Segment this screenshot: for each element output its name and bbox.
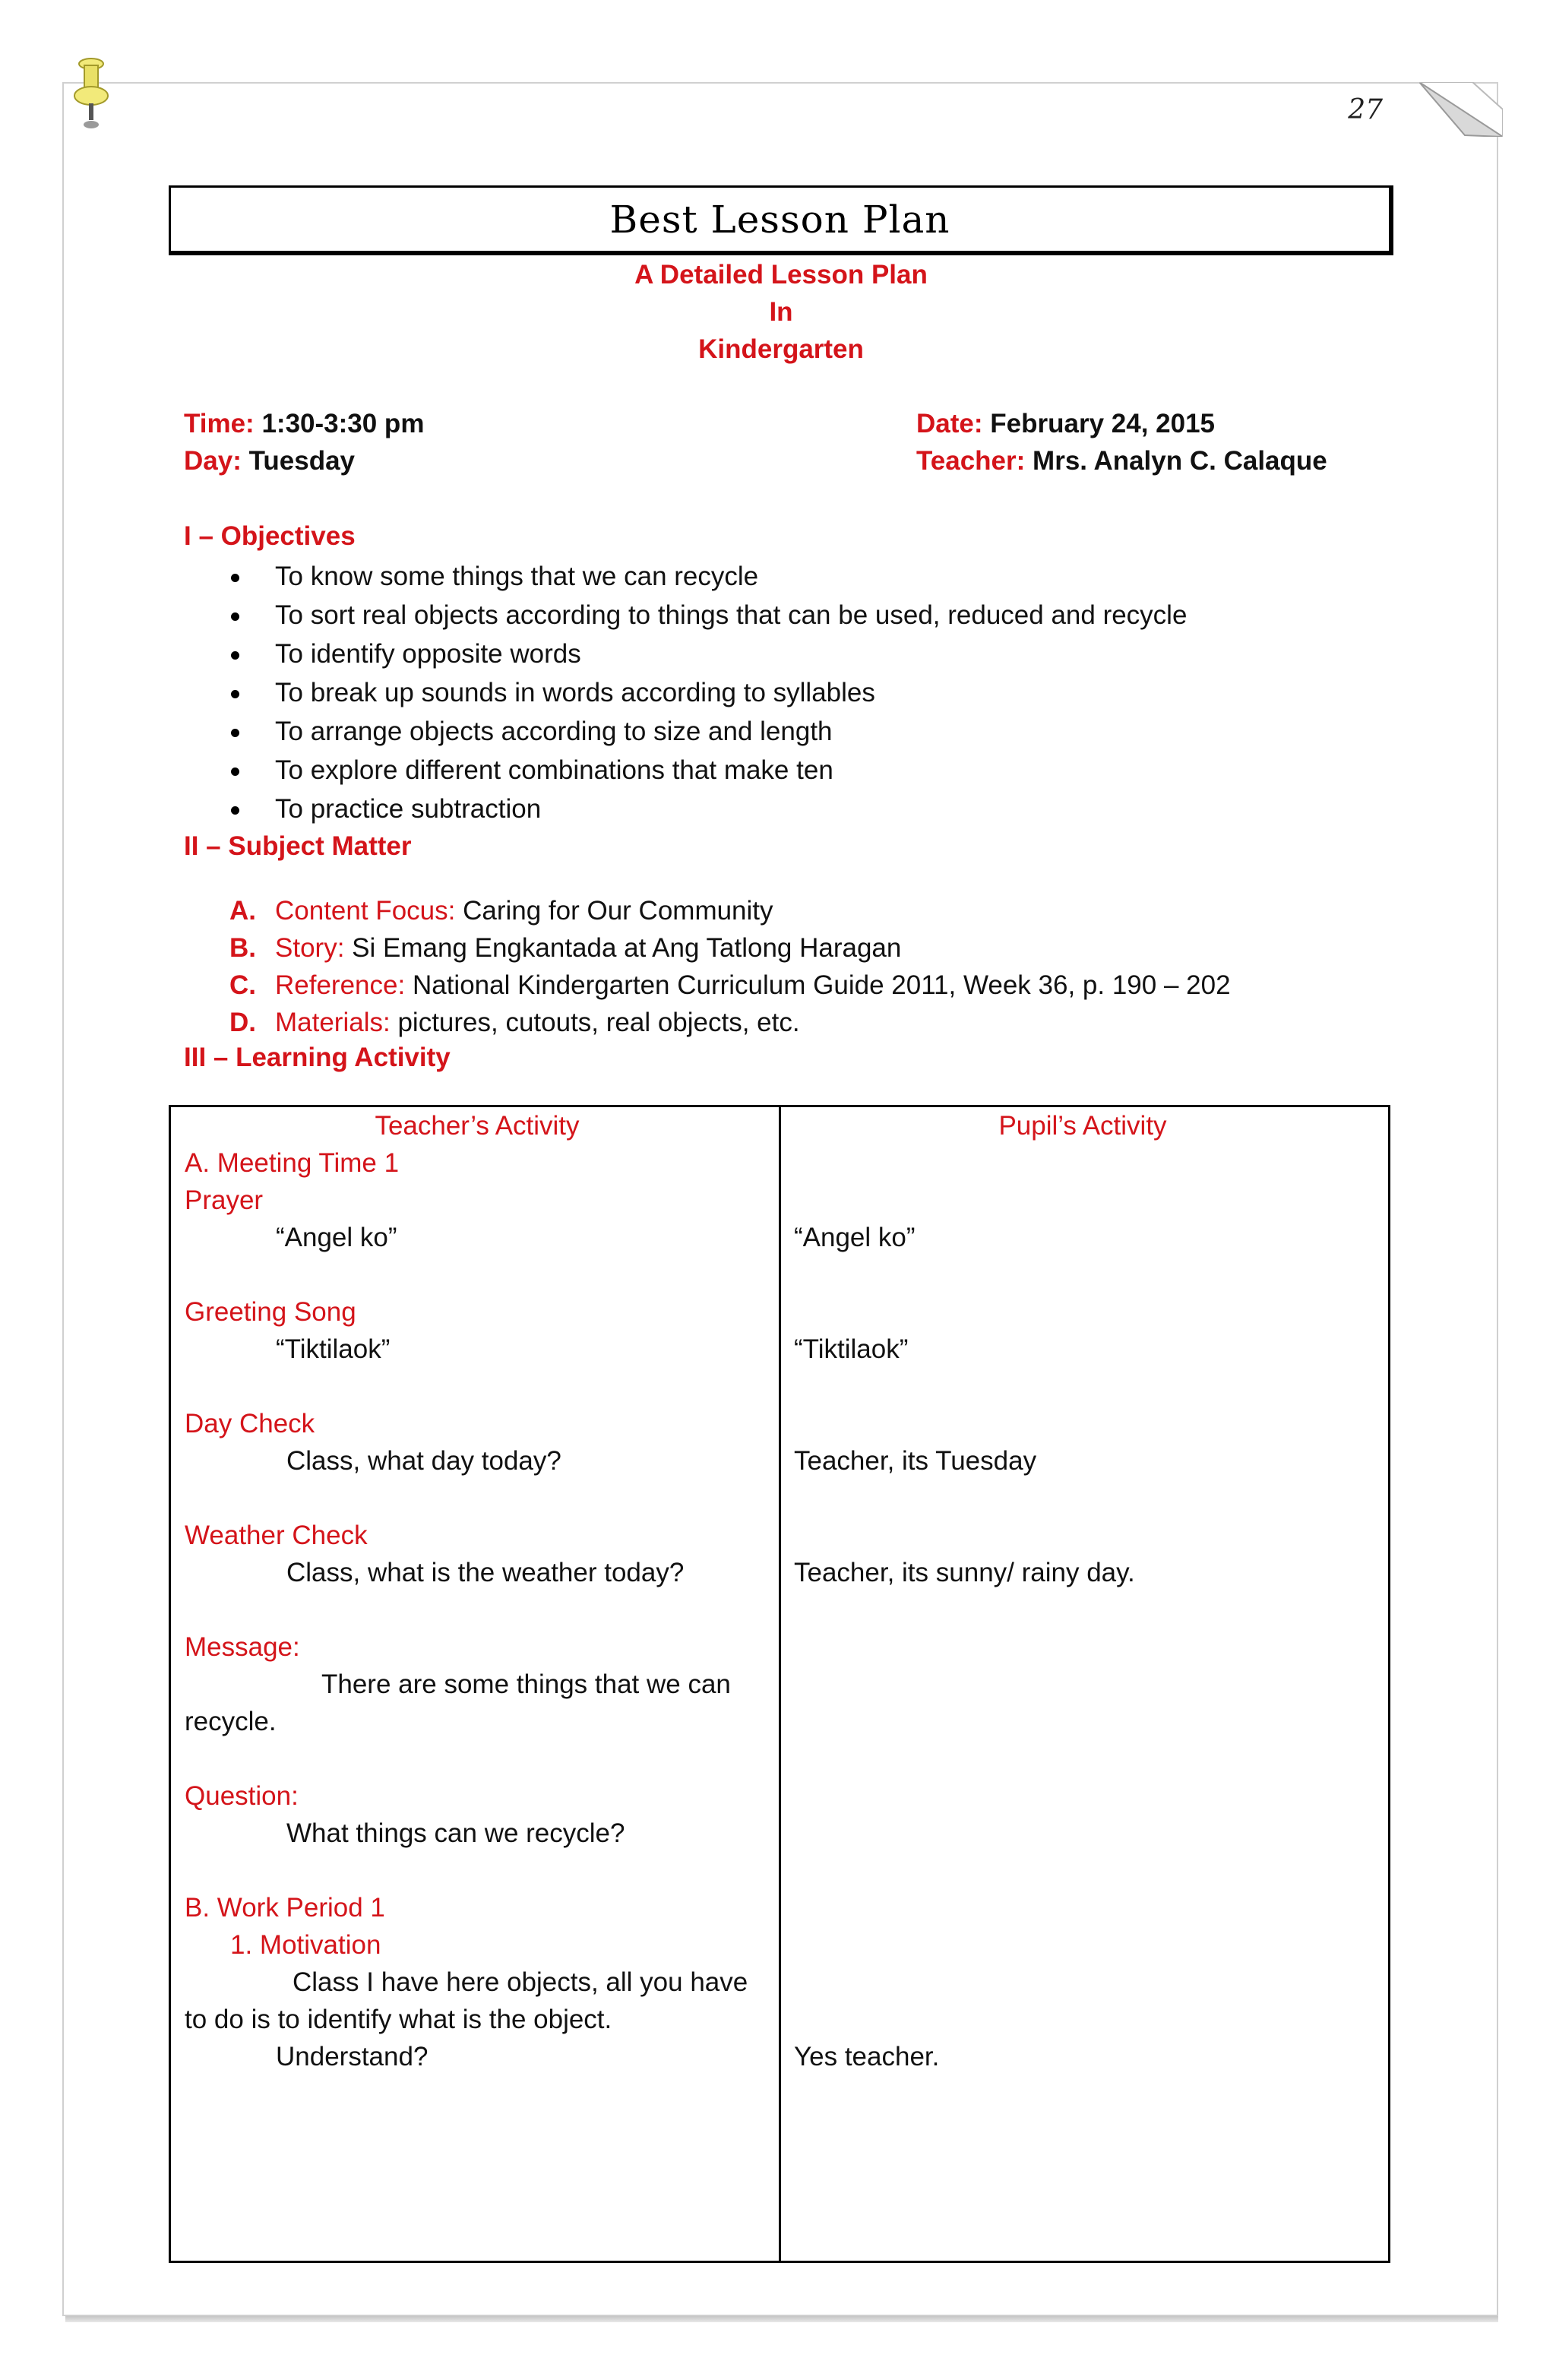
day-check-teacher: Class, what day today? <box>286 1446 561 1476</box>
understand-pupil: Yes teacher. <box>794 2042 940 2071</box>
item-value: National Kindergarten Curriculum Guide 2011, Week 36, p. 190 – 202 <box>412 970 1231 1000</box>
greeting-pupil: “Tiktilaok” <box>794 1334 909 1364</box>
list-item: To sort real objects according to things that can be used, reduced and recycle <box>228 598 1187 637</box>
list-item <box>229 894 1231 931</box>
list-item: To know some things that we can recycle <box>228 559 1187 598</box>
greeting-song-label: Greeting Song <box>185 1297 356 1327</box>
item-letter: A. <box>229 896 256 926</box>
weather-check-teacher: Class, what is the weather today? <box>286 1558 685 1587</box>
list-item <box>229 1005 1231 1043</box>
page-number: 27 <box>1348 94 1383 125</box>
motivation-line-2: to do is to identify what is the object. <box>185 2005 612 2034</box>
item-label: Materials: <box>275 1008 391 1037</box>
subject-matter-heading: II – Subject Matter <box>184 831 412 861</box>
learning-activity-heading: III – Learning Activity <box>184 1043 451 1072</box>
title-box <box>169 185 1393 255</box>
list-item: To identify opposite words <box>228 637 1187 676</box>
pushpin-icon <box>68 58 114 134</box>
teacher-value: Mrs. Analyn C. Calaque <box>1033 446 1327 476</box>
date-field <box>916 409 1215 439</box>
weather-check-label: Weather Check <box>185 1521 368 1550</box>
list-item <box>229 968 1231 1005</box>
question-label: Question: <box>185 1781 299 1811</box>
message-line-2: recycle. <box>185 1707 277 1736</box>
item-label: Content Focus: <box>275 896 456 926</box>
time-label: Time: <box>184 409 255 438</box>
pupil-column-header: Pupil’s Activity <box>998 1111 1167 1141</box>
prayer-teacher: “Angel ko” <box>276 1223 397 1252</box>
objectives-heading: I – Objectives <box>184 521 356 551</box>
work-period-label: B. Work Period 1 <box>185 1893 385 1923</box>
time-value: 1:30-3:30 pm <box>261 409 425 438</box>
item-label: Reference: <box>275 970 406 1000</box>
page-title: Best Lesson Plan <box>609 197 950 242</box>
day-value: Tuesday <box>248 446 356 476</box>
date-value: February 24, 2015 <box>990 409 1216 438</box>
greeting-teacher: “Tiktilaok” <box>276 1334 391 1364</box>
list-item: To break up sounds in words according to syllables <box>228 676 1187 714</box>
item-letter: C. <box>229 970 256 1000</box>
item-letter: B. <box>229 933 256 963</box>
prayer-label: Prayer <box>185 1185 264 1215</box>
activity-table <box>169 1105 1390 2263</box>
day-field <box>184 446 355 476</box>
item-value: pictures, cutouts, real objects, etc. <box>397 1008 800 1037</box>
message-line-1: There are some things that we can <box>321 1669 731 1699</box>
list-item: To arrange objects according to size and length <box>228 714 1187 753</box>
subtitle-line-1: A Detailed Lesson Plan <box>634 260 928 290</box>
list-item: To practice subtraction <box>228 792 1187 831</box>
subtitle-line-3: Kindergarten <box>698 334 864 364</box>
motivation-label: 1. Motivation <box>230 1930 381 1960</box>
subtitle-line-2: In <box>769 297 793 327</box>
weather-check-pupil: Teacher, its sunny/ rainy day. <box>794 1558 1135 1587</box>
understand-question: Understand? <box>276 2042 429 2071</box>
meeting-time-label: A. Meeting Time 1 <box>185 1148 400 1178</box>
objectives-list <box>228 559 1187 831</box>
prayer-pupil: “Angel ko” <box>794 1223 916 1252</box>
motivation-line-1: Class I have here objects, all you have <box>293 1967 748 1997</box>
time-field <box>184 409 424 439</box>
question-text: What things can we recycle? <box>286 1818 625 1848</box>
day-label: Day: <box>184 446 242 476</box>
list-item <box>229 931 1231 968</box>
page-curl-icon <box>1419 82 1503 137</box>
subject-matter-list <box>229 894 1231 1043</box>
teacher-field <box>916 446 1327 476</box>
date-label: Date: <box>916 409 983 438</box>
list-item: To explore different combinations that make ten <box>228 753 1187 792</box>
teacher-label: Teacher: <box>916 446 1026 476</box>
day-check-label: Day Check <box>185 1409 315 1438</box>
message-label: Message: <box>185 1632 300 1662</box>
item-value: Caring for Our Community <box>463 896 773 926</box>
item-letter: D. <box>229 1008 256 1037</box>
teacher-column-header: Teacher’s Activity <box>375 1111 580 1141</box>
item-label: Story: <box>275 933 345 963</box>
item-value: Si Emang Engkantada at Ang Tatlong Haragan <box>352 933 902 963</box>
day-check-pupil: Teacher, its Tuesday <box>794 1446 1037 1476</box>
